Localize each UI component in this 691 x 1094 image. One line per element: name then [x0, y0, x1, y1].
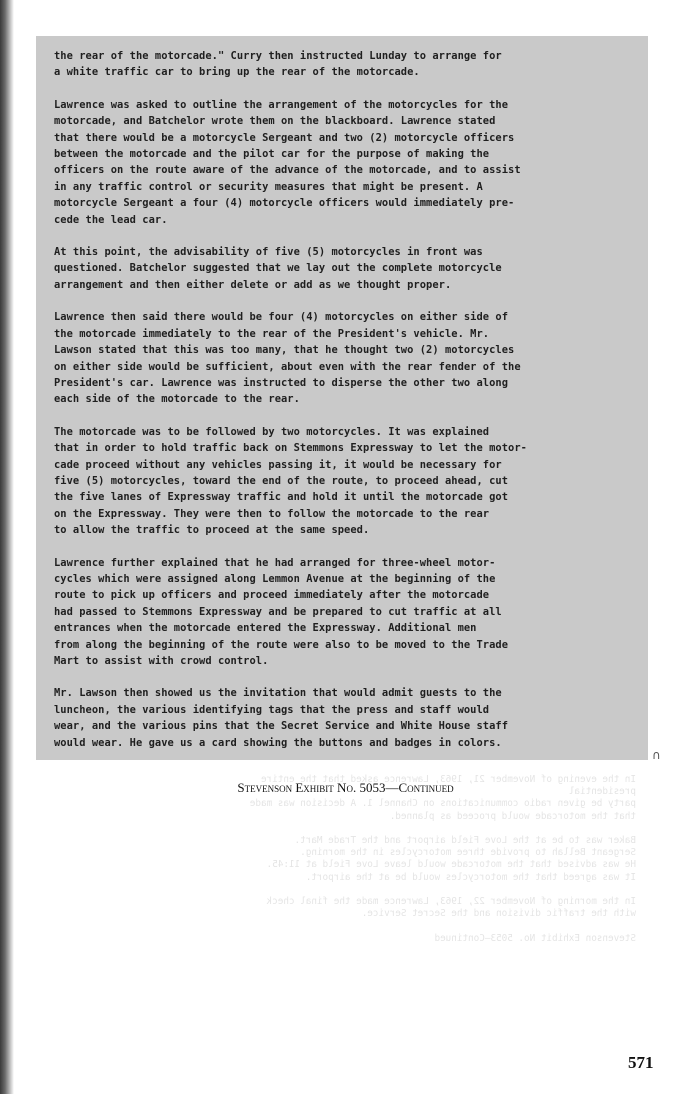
exhibit-paragraph-4: Lawrence then said there would be four (4) motorcycles on either side of the motorcade immediately to the rear of the President's vehicle. Mr. Lawson stated that this was too many, that he thought two (2) motorcycles on either side would be sufficient, about even with the rear fender of the President's car. Lawrence was instructed to disperse the other two along each side of the motorcade to the rear.: [54, 311, 521, 406]
exhibit-paragraph-6: Lawrence further explained that he had arranged for three-wheel motor- cycles which were assigned along Lemmon Avenue at the beginning of the route to pick up officers and proceed immediately after the motorcade had passed to Stemmons Expressway and be prepared to cut traffic at all entrances when the motorcade entered the Expressway. Additional men from along the beginning of the route were also to be moved to the Trade Mart to assist with crowd control.: [54, 556, 509, 667]
exhibit-typed-sheet: [36, 36, 648, 760]
page-binding-edge: [0, 0, 14, 1094]
exhibit-paragraph-5: The motorcade was to be followed by two motorcycles. It was explained that in order to hold traffic back on Stemmons Expressway to let the motor- cade proceed without any vehicles passing it, it would be necessary for five (5) motorcycles, toward the end of the route, to proceed ahead, cut the five lanes of Expressway traffic and hold it until the motorcade got on the Expressway. They were then to follow the motorcade to the rear to allow the traffic to proceed at the same speed.: [54, 425, 527, 537]
sheet-edge-mark: ∩: [652, 748, 661, 762]
exhibit-caption: Stevenson Exhibit No. 5053—Continued: [237, 780, 454, 795]
exhibit-paragraph-2: Lawrence was asked to outline the arrangement of the motorcycles for the motorcade, and Batchelor wrote them on the blackboard. Lawrence stated that there would be a motorcycle Sergeant and two (2) motorcycle officers between the motorcade and the pilot car for the purpose of making the officers on the route aware of the advance of the motorcade, and to assist in any traffic control or security measures that might be present. A motorcycle Sergeant a four (4) motorcycle officers would immediately pre- cede the lead car.: [54, 98, 521, 226]
exhibit-paragraph-1: the rear of the motorcade." Curry then instructed Lunday to arrange for a white traffic car to bring up the rear of the motorcade.: [54, 50, 502, 79]
exhibit-paragraph-7: Mr. Lawson then showed us the invitation that would admit guests to the luncheon, the various identifying tags that the press and staff would wear, and the various pins that the Secret Service and White House staff would wear. He gave us a card showing the buttons and badges in colors.: [54, 687, 509, 749]
bleed-through-text: In the evening of November 21, 1963, Lawrence asked that the entire presidential party be given radio communications on Channel 1. A decision was made that the motorcade would proceed as planned. Baker was to be at the Love Field airport and the Trade Mart. Sergeant Bellah to provide three motorcycles in the morning. He was advised that the motorcade would leave Love Field at 11:45. It was agreed that the motorcycles would be at the airport. In the morning of November 22, 1963, Lawrence made the final check with the traffic division and the Secret Service. Stevenson Exhibit No. 5053—Continued: [249, 774, 636, 944]
exhibit-paragraph-3: At this point, the advisability of five (5) motorcycles in front was questioned. Batchelor suggested that we lay out the complete motorcycle arrangement and then either delete or add as we thought proper.: [54, 246, 502, 291]
page-number: 571: [628, 1053, 654, 1072]
